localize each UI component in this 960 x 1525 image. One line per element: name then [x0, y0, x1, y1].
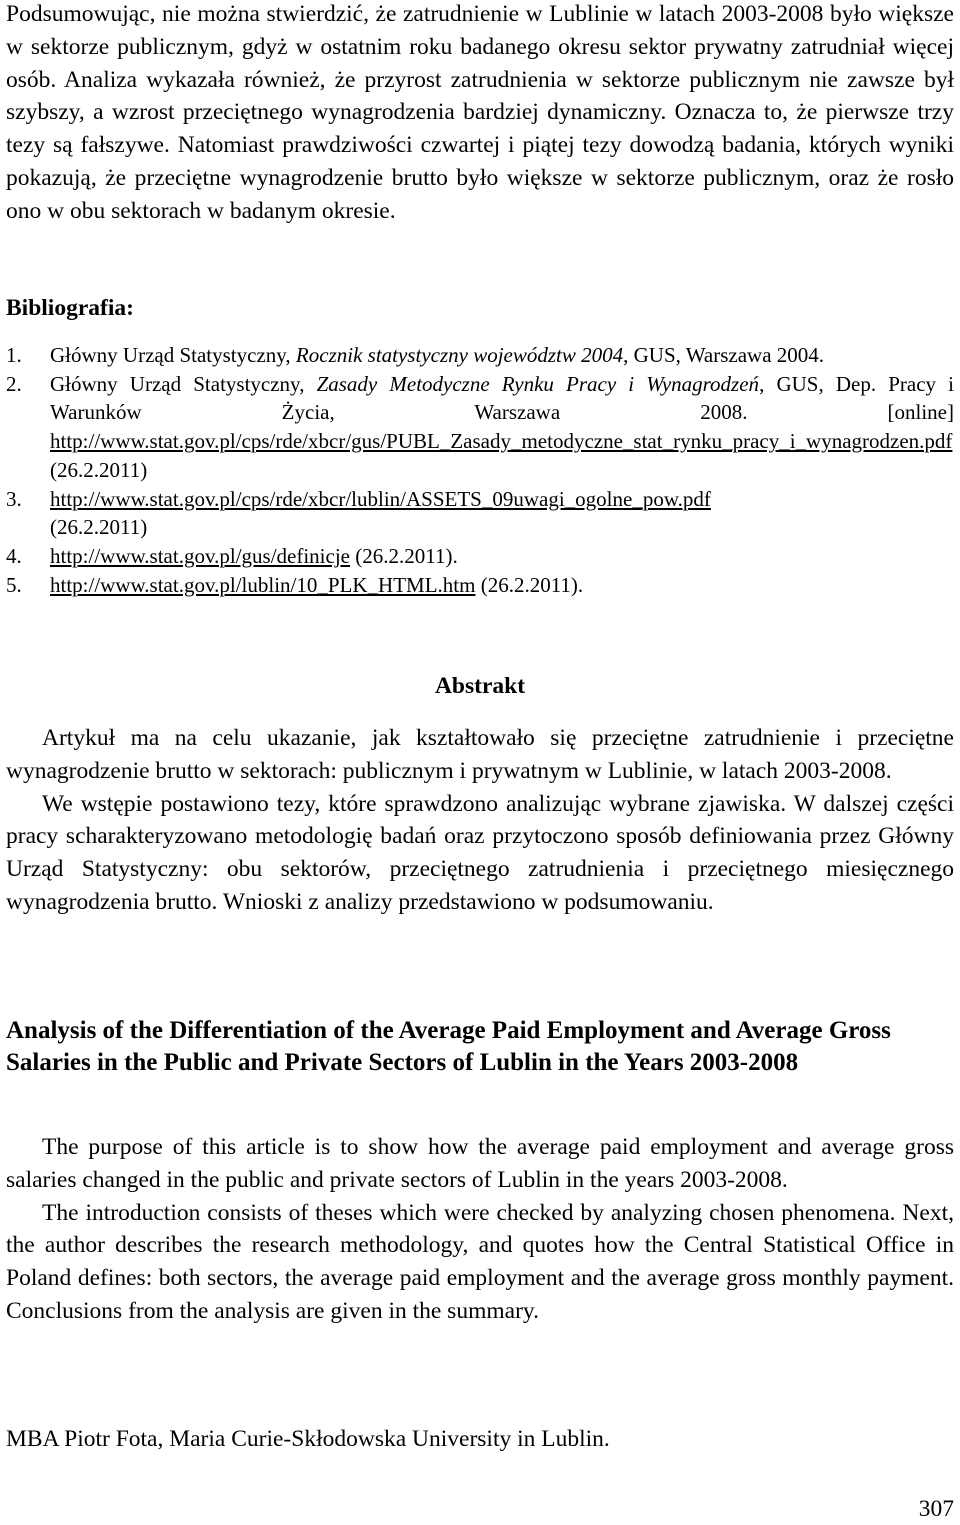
- english-paragraph: The introduction consists of theses which were checked by analyzing chosen phenomena. Next, the author describes the research methodology, and quotes how the Central Statistical Office in Poland defines: both sectors, the average paid employment and the average gross monthly payment. Conclusions from the analysis are given in the summary.: [6, 1199, 954, 1324]
- bib-link[interactable]: http://www.stat.gov.pl/cps/rde/xbcr/lublin/ASSETS_09uwagi_ogolne_pow.pdf: [50, 486, 711, 511]
- bibliography-item-number: 5.: [6, 572, 22, 597]
- bib-link[interactable]: http://www.stat.gov.pl/gus/definicje: [50, 543, 350, 568]
- english-title: Analysis of the Differentiation of the Average Paid Employment and Average Gross Salaries in the Public and Private Sectors of Lublin in the Years 2003-2008: [6, 1017, 891, 1076]
- author-affiliation: MBA Piotr Fota, Maria Curie-Skłodowska University in Lublin.: [6, 1426, 610, 1452]
- bibliography-item: [6, 571, 954, 600]
- bibliography-heading: Bibliografia:: [6, 295, 134, 321]
- bibliography-item-number: 4.: [6, 543, 22, 568]
- bibliography-item-number: 1.: [6, 343, 22, 367]
- bib-access-date: (26.2.2011).: [475, 572, 584, 597]
- bib-access-date: (26.2.2011).: [350, 543, 458, 568]
- bib-link[interactable]: http://www.stat.gov.pl/lublin/10_PLK_HTML.htm: [50, 572, 476, 597]
- bib-title: Rocznik statystyczny województw 2004: [295, 343, 624, 367]
- bibliography-item: [6, 370, 954, 485]
- bib-link[interactable]: http://www.stat.gov.pl/cps/rde/xbcr/gus/PUBL_Zasady_metodyczne_stat_rynku_pracy_i_wynagrodzen.pdf: [50, 429, 953, 454]
- summary-paragraph: Podsumowując, nie można stwierdzić, że zatrudnienie w Lublinie w latach 2003-2008 było większe w sektorze publicznym, gdyż w ostatnim roku badanego okresu sektor prywatny zatrudniał więcej osób. Analiza wykazała również, że przyrost zatrudnienia w sektorze publicznym nie zawsze był szybszy, a wzrost przeciętnego wynagrodzenia bardziej dynamiczny. Oznacza to, że pierwsze trzy tezy są fałszywe. Natomiast prawdziwości czwartej i piątej tezy dowodzą badania, których wyniki pokazują, że przeciętne wynagrodzenie brutto było większe w sektorze publicznym, oraz że rosło ono w obu sektorach w badanym okresie.: [6, 1, 954, 224]
- bibliography-item-text: [50, 341, 954, 370]
- bib-details: , GUS, Warszawa 2004.: [623, 343, 825, 367]
- bibliography-item-text: [50, 370, 954, 485]
- bib-author: Główny Urząd Statystyczny,: [50, 343, 296, 367]
- bibliography-item-number: 3.: [6, 486, 22, 511]
- bibliography-item: [6, 485, 954, 542]
- bibliography-item: [6, 341, 954, 370]
- bib-access-date: (26.2.2011): [50, 515, 148, 540]
- page-number: 307: [918, 1496, 954, 1522]
- bib-access-date: (26.2.2011): [50, 457, 148, 482]
- abstract-title: Abstrakt: [434, 673, 526, 699]
- english-abstract: [6, 1131, 954, 1328]
- bibliography-item-number: 2.: [6, 371, 22, 396]
- english-paragraph: The purpose of this article is to show how the average paid employment and average gross salaries changed in the public and private sectors of Lublin in the years 2003-2008.: [6, 1134, 954, 1193]
- bib-author: Główny Urząd Statystyczny,: [50, 371, 317, 396]
- bib-details: , GUS, Dep. Pracy i Warunków Życia, Warszawa 2008. [online]: [50, 371, 954, 425]
- abstract-paragraph: Artykuł ma na celu ukazanie, jak kształtowało się przeciętne zatrudnienie i przeciętne wynagrodzenie brutto w sektorach: publicznym i prywatnym w Lublinie, w latach 2003-2008.: [6, 725, 954, 784]
- bibliography-item: [6, 542, 954, 571]
- bib-title: Zasady Metodyczne Rynku Pracy i Wynagrodzeń: [316, 371, 760, 396]
- abstract-body: [6, 722, 954, 919]
- bibliography-item-text: [50, 485, 954, 542]
- bibliography-item-text: [50, 571, 954, 600]
- abstract-paragraph: We wstępie postawiono tezy, które sprawdzono analizując wybrane zjawiska. W dalszej części pracy scharakteryzowano metodologię badań oraz przytoczono sposób definiowania przez Główny Urząd Statystyczny: obu sektorów, przeciętnego zatrudnienia i przeciętnego miesięcznego wynagrodzenia brutto. Wnioski z analizy przedstawiono w podsumowaniu.: [6, 790, 954, 915]
- bibliography-list: [6, 341, 954, 599]
- bibliography-item-text: [50, 542, 954, 571]
